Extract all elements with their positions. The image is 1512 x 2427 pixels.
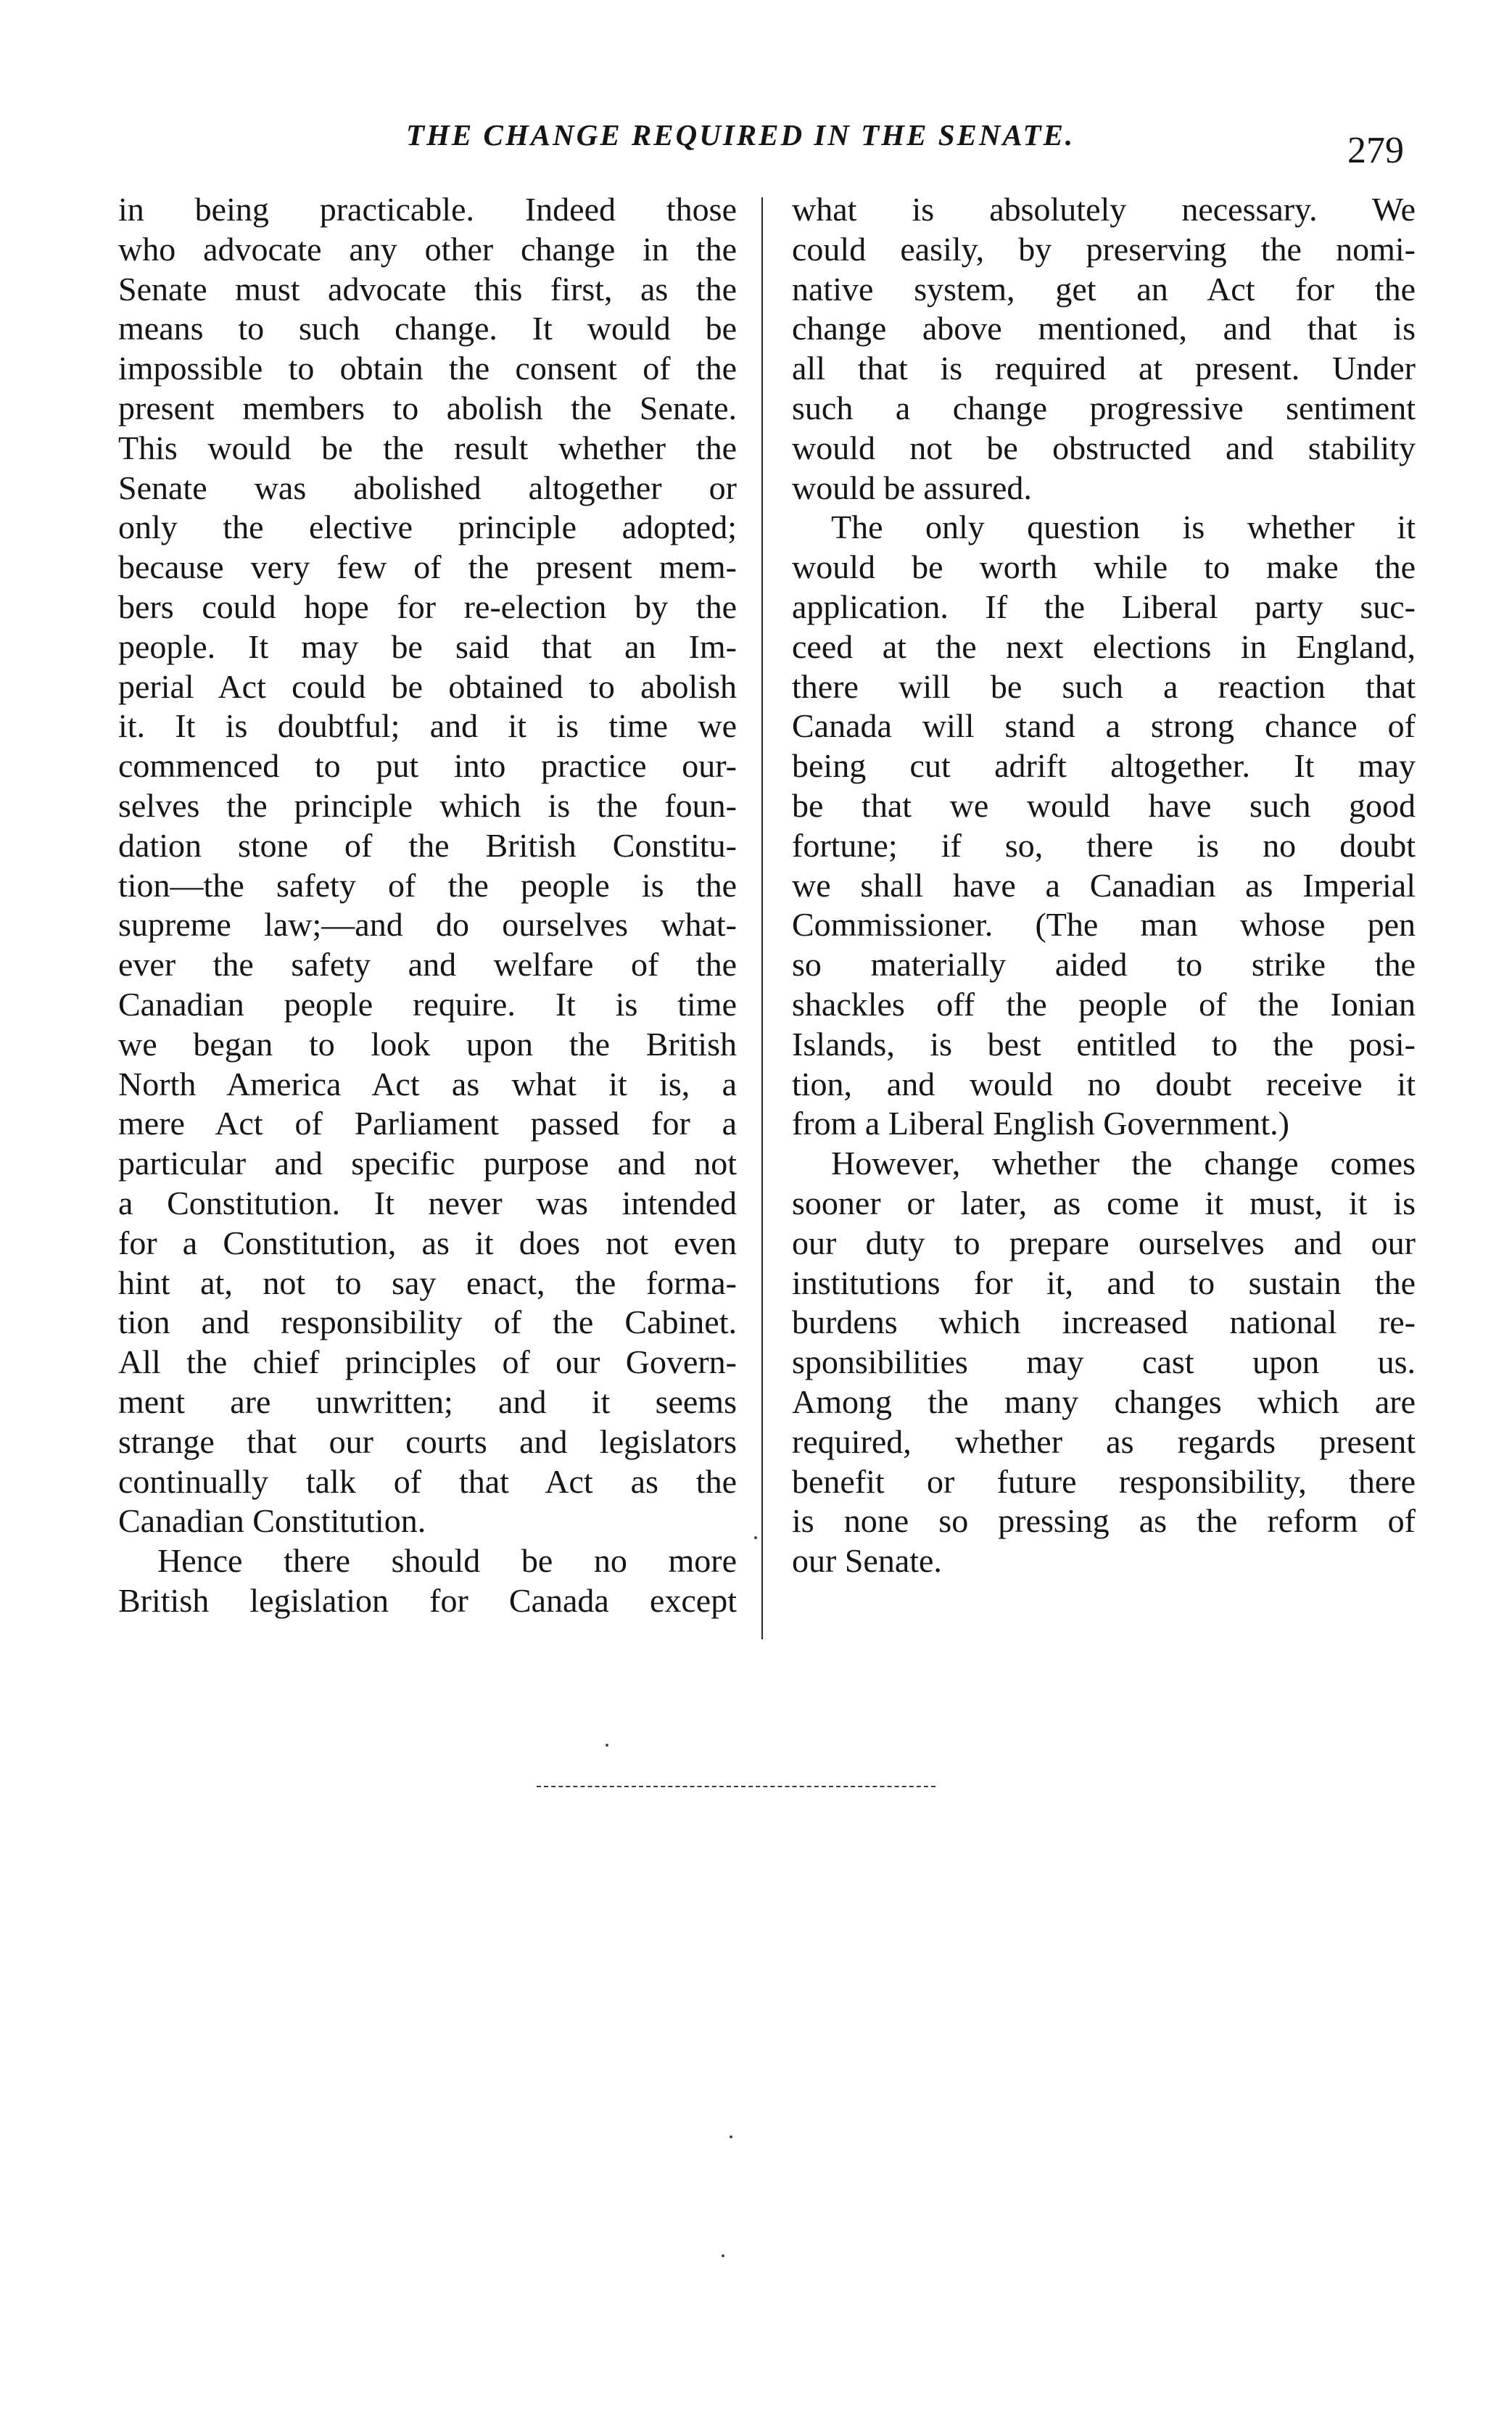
text-line: could easily, by preserving the nomi- xyxy=(792,230,1416,268)
text-line: who advocate any other change in the xyxy=(118,230,737,268)
text-line: continually talk of that Act as the xyxy=(118,1462,737,1500)
text-line: strange that our courts and legislators xyxy=(118,1422,737,1460)
text-line: for a Constitution, as it does not even xyxy=(118,1224,737,1261)
text-line: This would be the result whether the xyxy=(118,429,737,466)
text-line: ceed at the next elections in England, xyxy=(792,627,1416,665)
text-line: is none so pressing as the reform of xyxy=(792,1502,1416,1540)
text-line: because very few of the present mem- xyxy=(118,548,737,586)
text-line: from a Liberal English Government.) xyxy=(792,1105,1289,1142)
text-line: hint at, not to say enact, the forma- xyxy=(118,1264,737,1301)
text-line: would be worth while to make the xyxy=(792,548,1416,586)
text-line: institutions for it, and to sustain the xyxy=(792,1264,1416,1301)
text-line: impossible to obtain the consent of the xyxy=(118,350,737,387)
text-line: present members to abolish the Senate. xyxy=(118,389,737,427)
print-speck xyxy=(722,2254,724,2257)
print-speck xyxy=(606,1744,608,1747)
text-line: application. If the Liberal party suc- xyxy=(792,588,1416,625)
text-line: Commissioner. (The man whose pen xyxy=(792,906,1416,944)
text-line: we shall have a Canadian as Imperial xyxy=(792,866,1416,904)
text-line: shackles off the people of the Ionian xyxy=(792,985,1416,1023)
text-line: in being practicable. Indeed those xyxy=(118,191,737,228)
text-line: our duty to prepare ourselves and our xyxy=(792,1224,1416,1261)
column-divider xyxy=(761,197,763,1639)
text-line: Canadian Constitution. xyxy=(118,1502,426,1540)
text-line: The only question is whether it xyxy=(831,508,1416,546)
text-line: sooner or later, as come it must, it is xyxy=(792,1184,1416,1221)
text-line: commenced to put into practice our- xyxy=(118,747,737,785)
text-line: North America Act as what it is, a xyxy=(118,1065,737,1103)
text-line: all that is required at present. Under xyxy=(792,350,1416,387)
text-line: fortune; if so, there is no doubt xyxy=(792,826,1416,864)
text-line: Senate was abolished altogether or xyxy=(118,469,737,506)
text-line: required, whether as regards present xyxy=(792,1422,1416,1460)
text-line: burdens which increased national re- xyxy=(792,1303,1416,1341)
text-line: Canadian people require. It is time xyxy=(118,985,737,1023)
text-line: However, whether the change comes xyxy=(831,1145,1416,1182)
text-line: Senate must advocate this first, as the xyxy=(118,270,737,308)
text-line: there will be such a reaction that xyxy=(792,667,1416,705)
text-line: British legislation for Canada except xyxy=(118,1581,737,1619)
text-line: means to such change. It would be xyxy=(118,310,737,347)
section-end-rule xyxy=(537,1786,935,1787)
right-text-column xyxy=(792,190,1416,1581)
text-line: benefit or future responsibility, there xyxy=(792,1462,1416,1500)
text-line: would not be obstructed and stability xyxy=(792,429,1416,466)
text-line: tion—the safety of the people is the xyxy=(118,866,737,904)
text-line: ment are unwritten; and it seems xyxy=(118,1383,737,1420)
text-line: Canada will stand a strong chance of xyxy=(792,707,1416,745)
text-line: Hence there should be no more xyxy=(157,1542,737,1580)
print-speck xyxy=(754,1536,757,1539)
text-line: tion, and would no doubt receive it xyxy=(792,1065,1416,1103)
text-line: ever the safety and welfare of the xyxy=(118,946,737,984)
text-line: being cut adrift altogether. It may xyxy=(792,747,1416,785)
text-line: selves the principle which is the foun- xyxy=(118,786,737,824)
text-line: All the chief principles of our Govern- xyxy=(118,1343,737,1381)
text-line: such a change progressive sentiment xyxy=(792,389,1416,427)
text-line: a Constitution. It never was intended xyxy=(118,1184,737,1221)
text-line: particular and specific purpose and not xyxy=(118,1145,737,1182)
text-line: tion and responsibility of the Cabinet. xyxy=(118,1303,737,1341)
text-line: Among the many changes which are xyxy=(792,1383,1416,1420)
text-line: dation stone of the British Constitu- xyxy=(118,826,737,864)
left-text-column xyxy=(118,190,737,1621)
page-number: 279 xyxy=(1347,130,1404,171)
text-line: we began to look upon the British xyxy=(118,1025,737,1063)
text-line: so materially aided to strike the xyxy=(792,946,1416,984)
text-line: mere Act of Parliament passed for a xyxy=(118,1105,737,1142)
text-line: would be assured. xyxy=(792,469,1032,506)
text-line: bers could hope for re-election by the xyxy=(118,588,737,625)
text-line: be that we would have such good xyxy=(792,786,1416,824)
text-line: perial Act could be obtained to abolish xyxy=(118,667,737,705)
text-line: it. It is doubtful; and it is time we xyxy=(118,707,737,745)
text-line: change above mentioned, and that is xyxy=(792,310,1416,347)
print-speck xyxy=(730,2135,732,2138)
running-header-title: THE CHANGE REQUIRED IN THE SENATE. xyxy=(406,118,1075,152)
text-line: supreme law;—and do ourselves what- xyxy=(118,906,737,944)
text-line: what is absolutely necessary. We xyxy=(792,191,1416,228)
text-line: sponsibilities may cast upon us. xyxy=(792,1343,1416,1381)
text-line: native system, get an Act for the xyxy=(792,270,1416,308)
text-line: our Senate. xyxy=(792,1542,942,1580)
text-line: Islands, is best entitled to the posi- xyxy=(792,1025,1416,1063)
text-line: people. It may be said that an Im- xyxy=(118,627,737,665)
text-line: only the elective principle adopted; xyxy=(118,508,737,546)
